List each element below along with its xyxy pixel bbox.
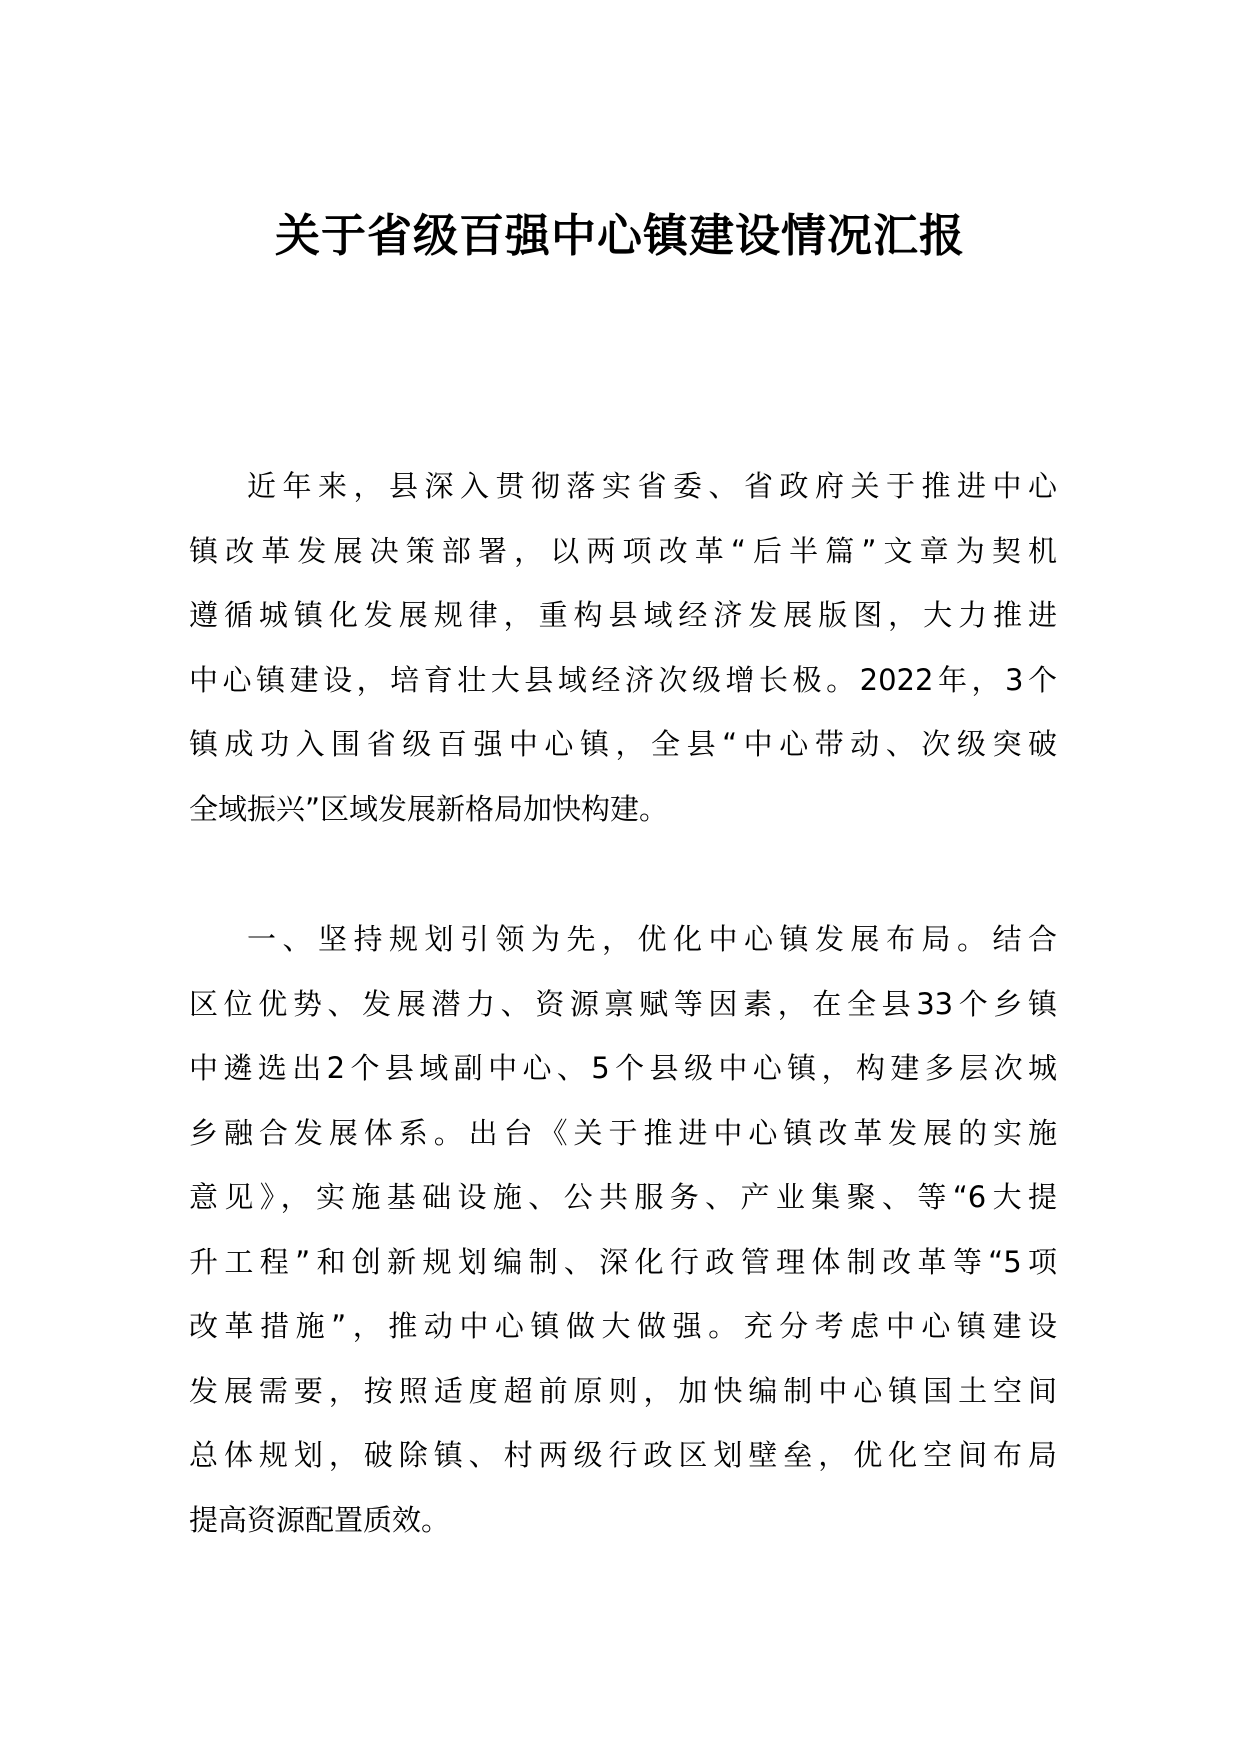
paragraph-line: 近年来，县深入贯彻落实省委、省政府关于推进中心 [247, 469, 1057, 503]
paragraph-line: 一、坚持规划引领为先，优化中心镇发展布局。结合 [247, 922, 1057, 956]
paragraph-line: 发展需要，按照适度超前原则，加快编制中心镇国土空间 [189, 1373, 1057, 1408]
paragraph-section-one [189, 907, 1057, 1552]
paragraph-line: 总体规划，破除镇、村两级行政区划壁垒，优化空间布局 [189, 1438, 1057, 1472]
paragraph-line: 改革措施”，推动中心镇做大做强。充分考虑中心镇建设 [189, 1309, 1057, 1343]
paragraph-line: 升工程”和创新规划编制、深化行政管理体制改革等“5项 [189, 1244, 1057, 1279]
paragraph-line: 遵循城镇化发展规律，重构县域经济发展版图，大力推进 [189, 598, 1057, 632]
paragraph-line: 乡融合发展体系。出台《关于推进中心镇改革发展的实施 [189, 1115, 1057, 1150]
document-title: 关于省级百强中心镇建设情况汇报 [274, 209, 965, 262]
paragraph-line: 区位优势、发展潜力、资源禀赋等因素，在全县33个乡镇 [189, 986, 1057, 1021]
paragraph-line: 全域振兴”区域发展新格局加快构建。 [189, 791, 669, 826]
paragraph-line: 中心镇建设，培育壮大县域经济次级增长极。2022年，3个 [189, 662, 1057, 697]
paragraph-intro [189, 454, 1057, 841]
paragraph-line: 镇成功入围省级百强中心镇，全县“中心带动、次级突破 [189, 727, 1057, 761]
paragraph-line: 中遴选出2个县域副中心、5个县级中心镇，构建多层次城 [189, 1051, 1057, 1085]
paragraph-line: 镇改革发展决策部署，以两项改革“后半篇”文章为契机 [189, 533, 1057, 568]
paragraph-line: 意见》，实施基础设施、公共服务、产业集聚、等“6大提 [189, 1180, 1057, 1214]
paragraph-line: 提高资源配置质效。 [189, 1502, 451, 1537]
